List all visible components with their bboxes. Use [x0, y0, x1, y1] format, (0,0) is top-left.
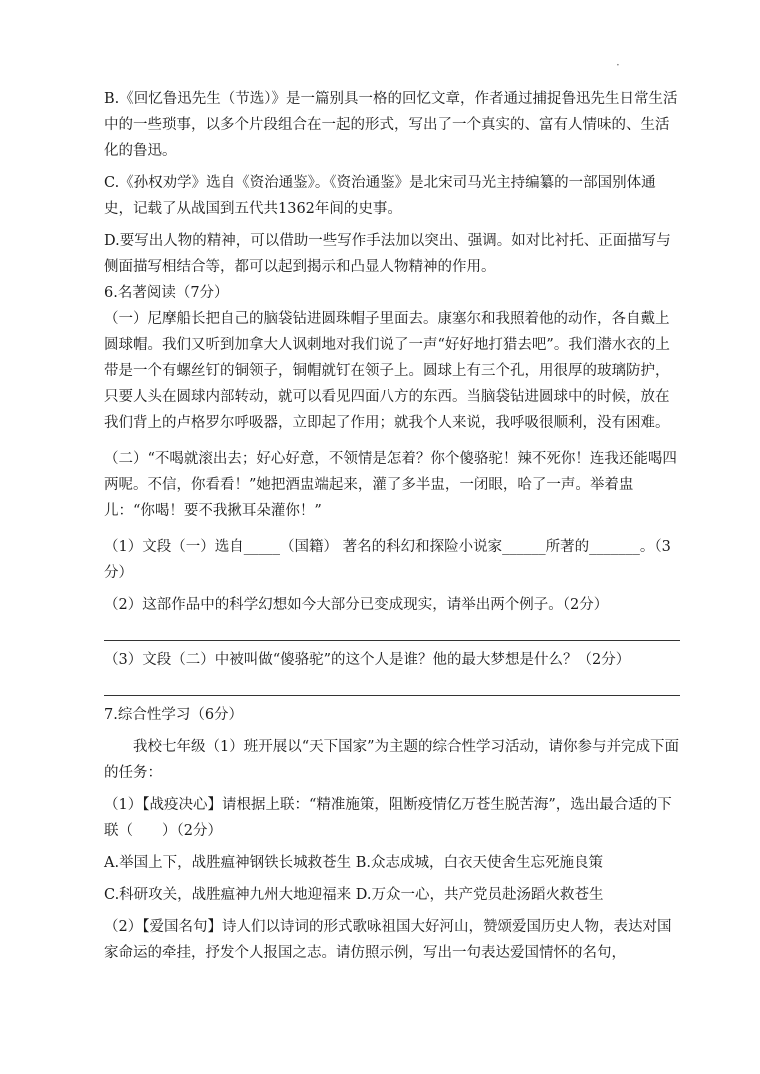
section6-title: 6.名著阅读（7分）: [104, 285, 229, 301]
question-6-1: （1）文段（一）选自_____（国籍） 著名的科幻和探险小说家______所著的_______。（3分）: [104, 539, 671, 581]
page-content: [104, 86, 680, 966]
question-7-2: （2）【爱国名句】诗人们以诗词的形式歌咏祖国大好河山，赞颂爱国历史人物，表达对国家命运的牵挂，抒发个人报国之志。请仿照示例，写出一句表达爱国情怀的名句，: [104, 919, 672, 961]
answer-line-6-3: [104, 695, 680, 696]
header-mark: ·: [616, 58, 620, 72]
options-c-d: C.科研攻关，战胜瘟神九州大地迎福来 D.万众一心，共产党员赴汤蹈火救苍生: [104, 887, 604, 903]
reading-passage-2: （二）“不喝就滚出去；好心好意，不领情是怎着？你个傻骆驼！辣不死你！连我还能喝四两呢。不信，你看看！”她把酒盅端起来，灌了多半盅，一闭眼，哈了一声。举着盅儿：“你喝！要不我揪耳朵灌你！”: [104, 451, 677, 519]
option-c-text: C.《孙权劝学》选自《资治通鉴》。《资治通鉴》是北宋司马光主持编纂的一部国别体通史，记载了从战国到五代共1362年间的史事。: [104, 175, 656, 217]
option-d-text: D.要写出人物的精神，可以借助一些写作手法加以突出、强调。如对比衬托、正面描写与侧面描写相结合等，都可以起到揭示和凸显人物精神的作用。: [104, 233, 671, 275]
options-a-b: A.举国上下，战胜瘟神钢铁长城救苍生 B.众志成城，白衣天使舍生忘死施良策: [104, 855, 603, 871]
question-6-3: （3）文段（二）中被叫做“傻骆驼”的这个人是谁？他的最大梦想是什么？（2分）: [104, 652, 631, 668]
reading-passage-1: （一）尼摩船长把自己的脑袋钻进圆珠帽子里面去。康塞尔和我照着他的动作，各自戴上圆球帽。我们又听到加拿大人讽刺地对我们说了一声“好好地打猎去吧”。我们潜水衣的上带是一个有螺丝钉的铜领子，铜帽就钉在领子上。圆球上有三个孔，用很厚的玻璃防护，只要人头在圆球内部转动，就可以看见四面八方的东西。当脑袋钻进圆球中的时候，放在我们背上的卢格罗尔呼吸器，立即起了作用；就我个人来说，我呼吸很顺利，没有困难。: [104, 311, 670, 431]
question-7-1: （1）【战疫决心】请根据上联：“精准施策，阻断疫情亿万苍生脱苦海”，选出最合适的下联（ ）（2分）: [104, 797, 672, 839]
answer-line-6-2: [104, 640, 680, 641]
section7-title: 7.综合性学习（6分）: [104, 707, 244, 723]
option-b-text: B.《回忆鲁迅先生（节选）》是一篇别具一格的回忆文章，作者通过捕捉鲁迅先生日常生活中的一些琐事，以多个片段组合在一起的形式，写出了一个真实的、富有人情味的、生活化的鲁迅。: [104, 91, 678, 159]
question-6-2: （2）这部作品中的科学幻想如今大部分已变成现实，请举出两个例子。（2分）: [104, 597, 609, 613]
section7-intro: 我校七年级（1）班开展以“天下国家”为主题的综合性学习活动，请你参与并完成下面的任务：: [104, 739, 680, 781]
